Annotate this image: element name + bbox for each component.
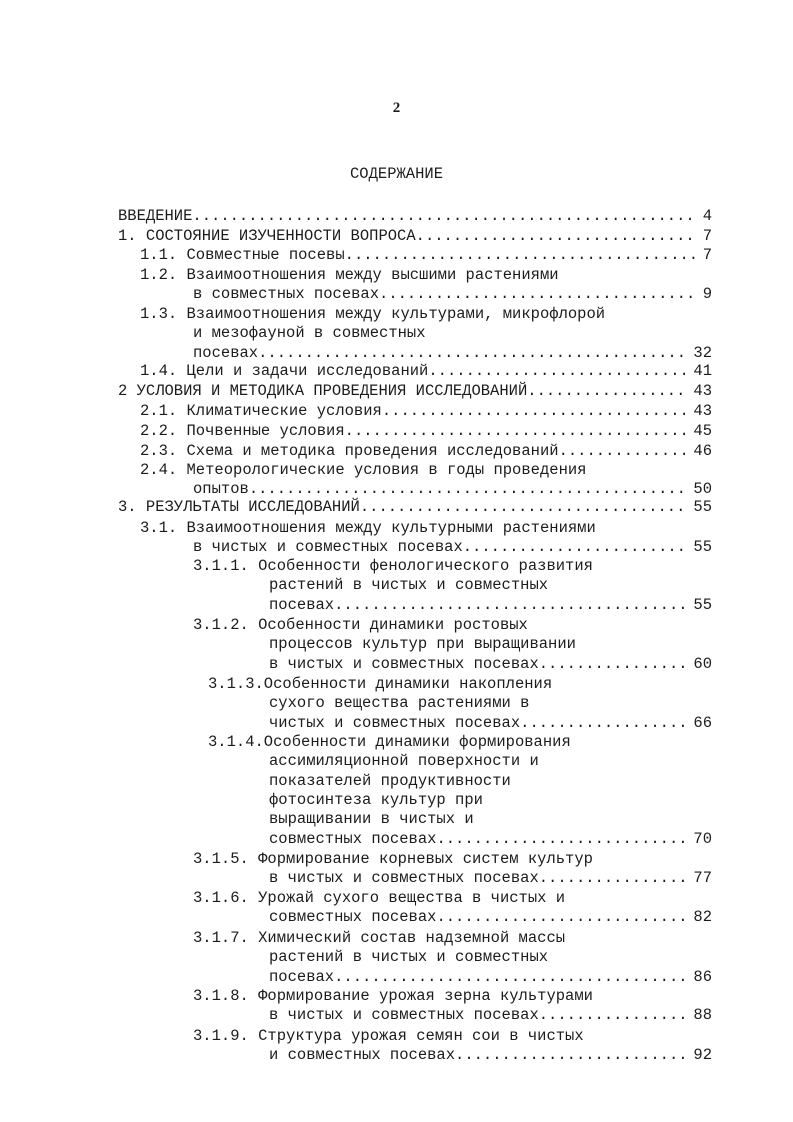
toc-entry-line: 1.1. Совместные посевы bbox=[140, 246, 345, 264]
dot-leader: ................. bbox=[527, 382, 686, 400]
dot-leader: ...................................... bbox=[344, 246, 699, 264]
toc-entry-line: совместных посевах bbox=[269, 908, 437, 926]
dot-leader: ................ bbox=[538, 655, 688, 673]
toc-page-number: 46 bbox=[693, 442, 712, 460]
toc-entry-line: 3.1.8. Формирование урожая зерна культурами bbox=[193, 987, 593, 1005]
toc-entry-line: фотосинтеза культур при bbox=[269, 791, 483, 809]
toc-page-number: 86 bbox=[693, 968, 712, 986]
toc-page-number: 43 bbox=[693, 382, 712, 400]
toc-entry-line: выращивании в чистых и bbox=[269, 810, 474, 828]
toc-entry-line: 1. СОСТОЯНИЕ ИЗУЧЕННОСТИ ВОПРОСА bbox=[118, 227, 416, 245]
dot-leader: .............................................. bbox=[258, 344, 686, 362]
dot-leader: .................................. bbox=[379, 285, 696, 303]
toc-entry-line: и совместных посевах bbox=[269, 1046, 456, 1064]
dot-leader: ......................... bbox=[455, 1046, 688, 1064]
dot-leader: ...................................... bbox=[334, 596, 688, 614]
toc-page-number: 88 bbox=[693, 1006, 712, 1024]
dot-leader: ..................................... bbox=[344, 422, 689, 440]
toc-entry-line: 3.1.5. Формирование корневых систем культур bbox=[193, 850, 593, 868]
toc-entry-line: 1.2. Взаимоотношения между высшими растениями bbox=[140, 266, 559, 284]
toc-entry-line: совместных посевах bbox=[269, 830, 437, 848]
toc-entry-line: и мезофауной в совместных bbox=[193, 324, 426, 342]
toc-title: СОДЕРЖАНИЕ bbox=[349, 165, 443, 183]
dot-leader: ........................ bbox=[462, 538, 686, 556]
toc-entry-line: в чистых и совместных посевах bbox=[269, 869, 539, 887]
dot-leader: ............................................... bbox=[248, 480, 686, 498]
dot-leader: ................................. bbox=[381, 402, 689, 420]
toc-entry-line: чистых и совместных посевах bbox=[269, 714, 521, 732]
toc-page-number: 7 bbox=[702, 246, 712, 264]
dot-leader: ........................... bbox=[436, 830, 688, 848]
toc-entry-line: 3.1. Взаимоотношения между культурными растениями bbox=[140, 519, 596, 537]
toc-page-number: 82 bbox=[693, 908, 712, 926]
toc-entry-line: показателей продуктивности bbox=[269, 772, 511, 790]
toc-page-number: 70 bbox=[693, 830, 712, 848]
toc-entry-line: растений в чистых и совместных bbox=[269, 948, 549, 966]
dot-leader: ................ bbox=[538, 1006, 688, 1024]
toc-entry-line: растений в чистых и совместных bbox=[269, 576, 549, 594]
dot-leader: ........................... bbox=[436, 908, 688, 926]
toc-entry-line: опытов bbox=[193, 480, 249, 498]
toc-entry-line: в чистых и совместных посевах bbox=[193, 538, 463, 556]
toc-entry-line: 2 УСЛОВИЯ И МЕТОДИКА ПРОВЕДЕНИЯ ИССЛЕДОВАНИЙ bbox=[118, 382, 528, 400]
toc-page-number: 55 bbox=[693, 538, 712, 556]
toc-entry-line: 2.4. Метеорологические условия в годы проведения bbox=[140, 461, 587, 479]
toc-page-number: 41 bbox=[693, 362, 712, 380]
dot-leader: ................ bbox=[538, 869, 688, 887]
toc-page-number: 43 bbox=[693, 402, 712, 420]
toc-entry-line: 3.1.4.Особенности динамики формирования bbox=[208, 733, 571, 751]
toc-entry-line: 3.1.9. Структура урожая семян сои в чистых bbox=[193, 1027, 584, 1045]
toc-page-number: 92 bbox=[693, 1046, 712, 1064]
toc-entry-line: в чистых и совместных посевах bbox=[269, 655, 539, 673]
toc-entry-line: 2.3. Схема и методика проведения исследований bbox=[140, 442, 559, 460]
dot-leader: ............................ bbox=[428, 362, 689, 380]
toc-page-number: 50 bbox=[693, 480, 712, 498]
toc-page-number: 77 bbox=[693, 869, 712, 887]
toc-page-number: 55 bbox=[693, 596, 712, 614]
toc-entry-line: 3.1.2. Особенности динамики ростовых bbox=[193, 616, 528, 634]
toc-page-number: 32 bbox=[693, 344, 712, 362]
toc-entry-line: 3.1.7. Химический состав надземной массы bbox=[193, 929, 566, 947]
dot-leader: .................. bbox=[520, 714, 688, 732]
toc-entry-line: ВВЕДЕНИЕ bbox=[118, 207, 193, 225]
toc-entry-line: в чистых и совместных посевах bbox=[269, 1006, 539, 1024]
toc-page-number: 4 bbox=[702, 207, 712, 225]
toc-entry-line: 3. РЕЗУЛЬТАТЫ ИССЛЕДОВАНИЙ bbox=[118, 498, 360, 516]
dot-leader: ...................................... bbox=[334, 968, 688, 986]
toc-entry-line: в совместных посевах bbox=[193, 285, 380, 303]
dot-leader: .............................. bbox=[415, 227, 695, 245]
toc-entry-line: посевах bbox=[269, 968, 335, 986]
toc-entry-line: посевах bbox=[269, 596, 335, 614]
toc-entry-line: ассимиляционной поверхности и bbox=[269, 752, 539, 770]
toc-entry-line: процессов культур при выращивании bbox=[269, 635, 576, 653]
toc-entry-line: сухого вещества растениями в bbox=[269, 694, 530, 712]
toc-page-number: 7 bbox=[702, 227, 712, 245]
toc-page-number: 66 bbox=[693, 714, 712, 732]
toc-entry-line: 3.1.1. Особенности фенологического развития bbox=[193, 557, 593, 575]
toc-page-number: 60 bbox=[693, 655, 712, 673]
toc-page-number: 55 bbox=[693, 498, 712, 516]
dot-leader: ................................... bbox=[359, 498, 686, 516]
toc-entry-line: 3.1.6. Урожай сухого вещества в чистых и bbox=[193, 889, 566, 907]
dot-leader: .............. bbox=[558, 442, 689, 460]
toc-entry-line: 2.2. Почвенные условия bbox=[140, 422, 345, 440]
page-number: 2 bbox=[392, 100, 401, 116]
toc-entry-line: 1.4. Цели и задачи исследований bbox=[140, 362, 429, 380]
toc-page-number: 9 bbox=[702, 285, 712, 303]
toc-entry-line: 1.3. Взаимоотношения между культурами, микрофлорой bbox=[140, 305, 606, 323]
toc-entry-line: 2.1. Климатические условия bbox=[140, 402, 382, 420]
dot-leader: ...................................................... bbox=[192, 207, 695, 225]
toc-entry-line: 3.1.3.Особенности динамики накопления bbox=[208, 675, 553, 693]
toc-entry-line: посевах bbox=[193, 344, 259, 362]
toc-page-number: 45 bbox=[693, 422, 712, 440]
